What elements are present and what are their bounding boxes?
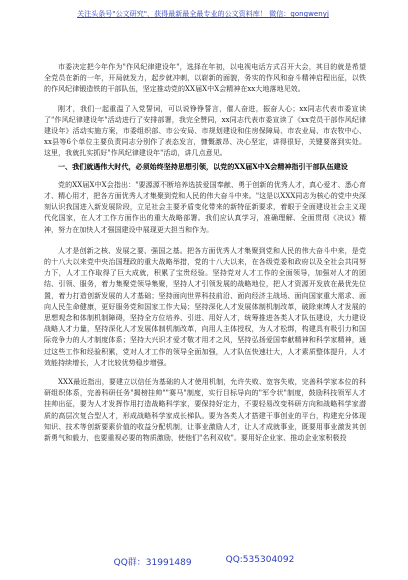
footer-qq-contact: QQ:535304092 <box>225 555 295 565</box>
paragraph-5: XXX最近指出，要建立以信任为基础的人才使用机制，允许失败、宽容失败，完善科学家本位的科研组织体系，完善科研任务"揭榜挂帅""赛马"制度，实行目标导向的"军令状"制度，鼓励科技领军人才挂帅出征，要为人才发挥作用打造战略科学家，要保持好定力，不要轻易改变科研方向和战略科学家潜质的高层次复合型人才，形成战略科学家成长梯队。要为各类人才搭建干事创业的平台，构建充分体现知识、技术等创新要素价值的收益分配机制，让事业激励人才，让人才成就事业，既要用事业激发其创新勇气和毅力，也要重视必要的物质激励，使他们"名利双收"。要用好企业家、推动企业家积极投 <box>44 378 366 443</box>
paragraph-2: 刚才，我们一起重温了入党誓词，可以说铮铮誓言，催人奋进，振奋人心；xx同志代表市委宣读了"作风纪律建设年"活动进行了安排部署，我完全赞同，xx同志代表市委宣读了《xx党员干部作风纪律建设年》活动实施方案，市委组织部、市公安局、市规划建设和住房保障局、市农业局、市农牧中心、xx县等6个单位主要负责同志分别作了表态发言，慷慨激昂、决心坚定，讲得很好，关键要落到实处。这里，我就扎实抓好"作风纪律建设年"活动，讲几点意见。 <box>44 104 366 158</box>
spacer <box>44 96 366 104</box>
paragraph-1: 市委决定把今年作为"作风纪律建设年"，选择在年初，以电视电话方式召开大会，其目的就是希望全党员在新的一年，开局就发力，起步就冲刺，以崭新的面貌，务实的作风和奋斗精神启程出征，以铁的作风纪律锻造铁的干部队伍，坚定推动党的XX届X中X会精神在xx大地落地见效。 <box>44 63 366 94</box>
spacer <box>44 172 366 180</box>
spacer <box>44 236 366 246</box>
paragraph-3: 党的XX届X中X会指出："要源源不断培养选拔爱国奉献、勇于创新的优秀人才，真心爱才、悉心育才、精心用才，把各方面优秀人才集聚到党和人民的伟大奋斗中来。"这是以XXX同志为核心的党中央深刻认识我国进入新发展阶段，立足社会主要矛盾变化带来的新特征新要求，着眼于全面建设社会主义现代化国家，在人才工作方面作出的重大战略部署。我们应认真学习，准确理解、全面贯彻《决议》精神，努力在加快人才强国建设中展现更大担当和作为。 <box>44 180 366 234</box>
paragraph-4: 人才是创新之核、发展之要、强国之基。把各方面优秀人才集聚到党和人民的伟大奋斗中来，是党的十八大以来党中央治国理政的重大战略举措，党的十八大以来，在各级党委和政府以及全社会共同努力下，人才工作取得了巨大成就，积累了宝贵经验。坚持党对人才工作的全面领导，加强对人才的团结、引领、服务，着力集聚党领导集聚，坚持人才引领发展的战略地位，把人才资源开发放在最优先位置，着力打造创新发展的人才基础；坚持面向世界科技前沿、面向经济主战场、面向国家重大需求、面向人民生命健康，更好服务党和国家工作大局；坚持深化人才发展体制机制改革，破除束缚人才发展的思想观念和体制机制障碍，坚持全方位培养、引进、用好人才，统筹推进各类人才队伍建设，大力建设战略人才力量，坚持深化人才发展体制机制改革，向用人主体授权，为人才松绑，构建具有吸引力和国际竞争力的人才制度体系；坚持大兴识才爱才敬才用才之风，坚持弘扬爱国奉献精神和科学家精神，通过这些工作和经验积累，党对人才工作的领导全面加强，人才队伍快速壮大，人才素质整体提升，人才效能持续增长，人才比较优势稳步增强。 <box>44 246 366 367</box>
header-banner[interactable]: 关注头条号"公文研究"，获得最新最全最专业的公文资料库！ 微信：gongwenyj <box>77 10 329 18</box>
footer <box>0 555 408 568</box>
section-heading-1: 一、我们就遇伟大时代，必须始终坚持思想引领，以党的XX届X中X会精神指引干部队伍建设 <box>58 161 348 171</box>
footer-qq-group: QQ群：31991489 <box>113 558 192 568</box>
document-body <box>44 62 366 444</box>
spacer <box>44 369 366 377</box>
